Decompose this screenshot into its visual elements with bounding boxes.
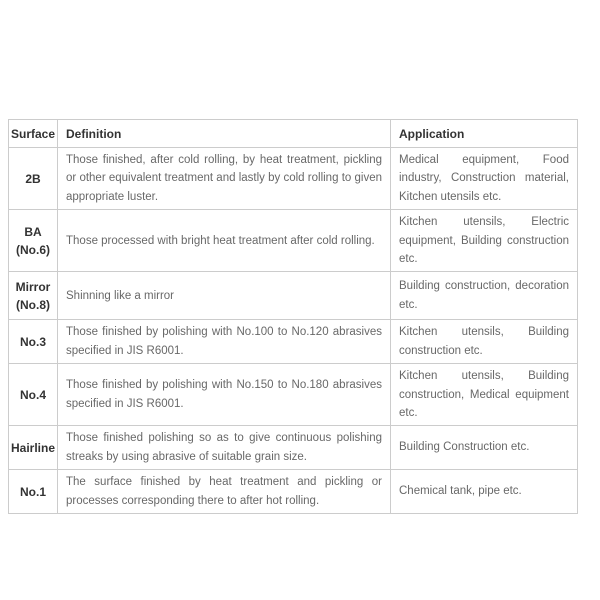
table-row [9, 272, 578, 320]
application-text: Building construction, decoration etc. [391, 272, 578, 320]
table-row [9, 426, 578, 470]
definition-text: Those processed with bright heat treatment after cold rolling. [58, 210, 391, 272]
definition-text: Those finished by polishing with No.150 to No.180 abrasives specified in JIS R6001. [58, 364, 391, 426]
column-header-application: Application [391, 120, 578, 148]
surface-label: No.1 [9, 470, 58, 514]
column-header-surface: Surface [9, 120, 58, 148]
surface-label: No.3 [9, 320, 58, 364]
application-text: Kitchen utensils, Building construction etc. [391, 320, 578, 364]
surface-finish-table-container [8, 119, 578, 514]
surface-label: 2B [9, 148, 58, 210]
column-header-definition: Definition [58, 120, 391, 148]
definition-text: Shinning like a mirror [58, 272, 391, 320]
table-row [9, 364, 578, 426]
table-row [9, 148, 578, 210]
surface-label: No.4 [9, 364, 58, 426]
application-text: Building Construction etc. [391, 426, 578, 470]
surface-label: Mirror (No.8) [9, 272, 58, 320]
surface-label: BA (No.6) [9, 210, 58, 272]
application-text: Kitchen utensils, Building construction, Medical equipment etc. [391, 364, 578, 426]
definition-text: The surface finished by heat treatment and pickling or processes corresponding there to after hot rolling. [58, 470, 391, 514]
definition-text: Those finished by polishing with No.100 to No.120 abrasives specified in JIS R6001. [58, 320, 391, 364]
application-text: Chemical tank, pipe etc. [391, 470, 578, 514]
table-row [9, 470, 578, 514]
table-row [9, 210, 578, 272]
definition-text: Those finished, after cold rolling, by heat treatment, pickling or other equivalent treatment and lastly by cold rolling to given appropriate luster. [58, 148, 391, 210]
surface-finish-table [8, 119, 578, 514]
surface-label: Hairline [9, 426, 58, 470]
application-text: Kitchen utensils, Electric equipment, Building construction etc. [391, 210, 578, 272]
table-header-row [9, 120, 578, 148]
application-text: Medical equipment, Food industry, Construction material, Kitchen utensils etc. [391, 148, 578, 210]
definition-text: Those finished polishing so as to give continuous polishing streaks by using abrasive of suitable grain size. [58, 426, 391, 470]
table-row [9, 320, 578, 364]
